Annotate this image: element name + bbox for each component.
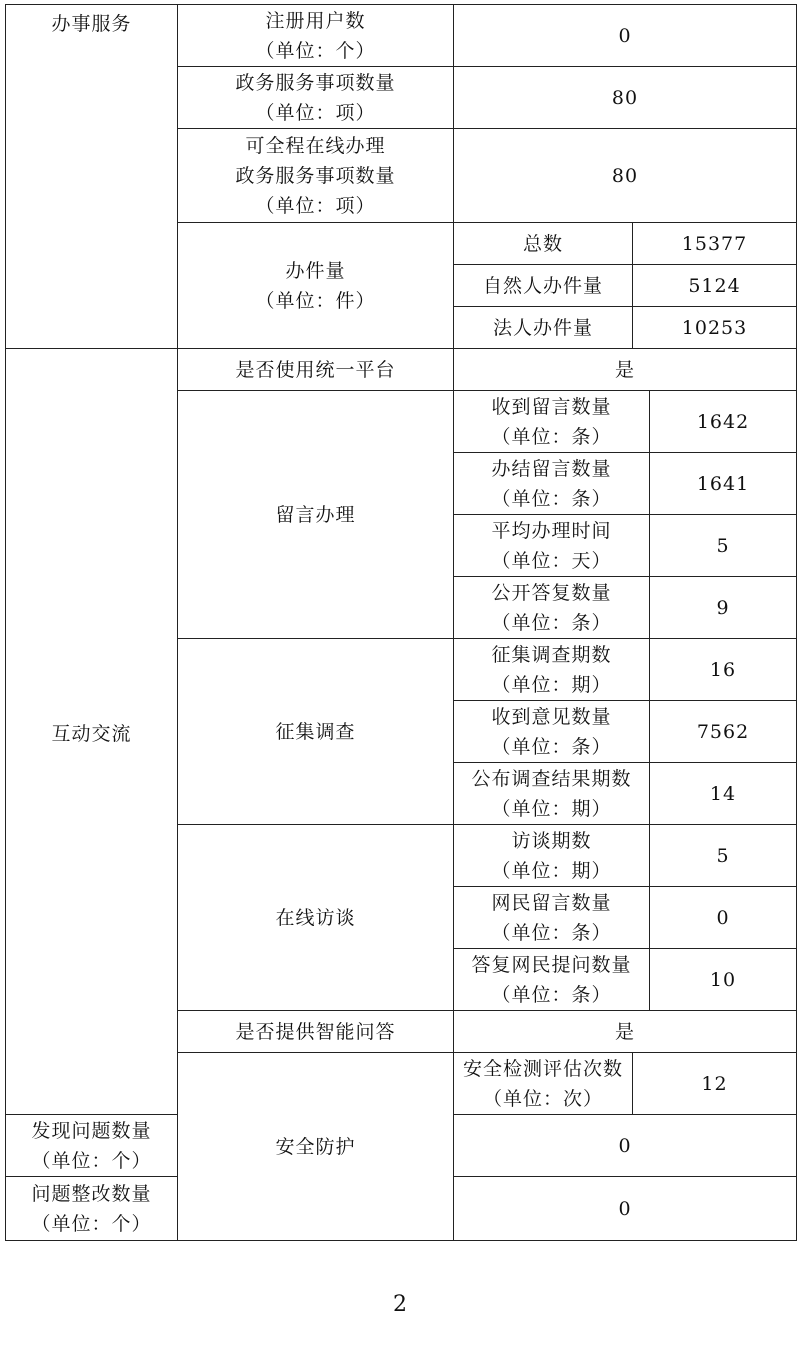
- value-cell: 16: [650, 639, 797, 701]
- category-interaction: 互动交流: [6, 349, 178, 1115]
- label-cell: 注册用户数 （单位：个）: [178, 5, 454, 67]
- value-cell: 0: [454, 1115, 797, 1177]
- group-messages: 留言办理: [178, 391, 454, 639]
- label-cell: 是否使用统一平台: [178, 349, 454, 391]
- label-cell: 安全检测评估次数 （单位：次）: [454, 1053, 633, 1115]
- value-cell: 80: [454, 129, 797, 223]
- value-cell: 15377: [633, 223, 797, 265]
- statistics-table: [5, 4, 797, 1241]
- value-cell: 5: [650, 515, 797, 577]
- label-cell: 可全程在线办理 政务服务事项数量 （单位：项）: [178, 129, 454, 223]
- sub-label-cell: 网民留言数量 （单位：条）: [454, 887, 650, 949]
- table-row: [6, 349, 797, 391]
- sub-label-cell: 平均办理时间 （单位：天）: [454, 515, 650, 577]
- value-cell: 14: [650, 763, 797, 825]
- value-cell: 是: [454, 1011, 797, 1053]
- value-cell: 0: [650, 887, 797, 949]
- value-cell: 80: [454, 67, 797, 129]
- value-cell: 5124: [633, 265, 797, 307]
- value-cell: 1641: [650, 453, 797, 515]
- value-cell: 1642: [650, 391, 797, 453]
- value-cell: 10: [650, 949, 797, 1011]
- sub-label-cell: 征集调查期数 （单位：期）: [454, 639, 650, 701]
- sub-label-cell: 总数: [454, 223, 633, 265]
- sub-label-cell: 自然人办件量: [454, 265, 633, 307]
- value-cell: 0: [454, 1177, 797, 1241]
- category-security: 安全防护: [178, 1053, 454, 1241]
- label-cell: 发现问题数量 （单位：个）: [6, 1115, 178, 1177]
- value-cell: 5: [650, 825, 797, 887]
- sub-label-cell: 收到留言数量 （单位：条）: [454, 391, 650, 453]
- sub-label-cell: 访谈期数 （单位：期）: [454, 825, 650, 887]
- label-cell: 政务服务事项数量 （单位：项）: [178, 67, 454, 129]
- value-cell: 10253: [633, 307, 797, 349]
- value-cell: 0: [454, 5, 797, 67]
- sub-label-cell: 办结留言数量 （单位：条）: [454, 453, 650, 515]
- value-cell: 9: [650, 577, 797, 639]
- group-survey: 征集调查: [178, 639, 454, 825]
- value-cell: 是: [454, 349, 797, 391]
- sub-label-cell: 收到意见数量 （单位：条）: [454, 701, 650, 763]
- group-interview: 在线访谈: [178, 825, 454, 1011]
- label-cell: 是否提供智能问答: [178, 1011, 454, 1053]
- sub-label-cell: 法人办件量: [454, 307, 633, 349]
- category-service: 办事服务: [6, 5, 178, 349]
- sub-label-cell: 公布调查结果期数 （单位：期）: [454, 763, 650, 825]
- label-cell: 问题整改数量 （单位：个）: [6, 1177, 178, 1241]
- page-number: 2: [393, 1292, 407, 1317]
- value-cell: 7562: [650, 701, 797, 763]
- label-cell: 办件量 （单位：件）: [178, 223, 454, 349]
- sub-label-cell: 公开答复数量 （单位：条）: [454, 577, 650, 639]
- table-row: [6, 5, 797, 67]
- sub-label-cell: 答复网民提问数量 （单位：条）: [454, 949, 650, 1011]
- value-cell: 12: [633, 1053, 797, 1115]
